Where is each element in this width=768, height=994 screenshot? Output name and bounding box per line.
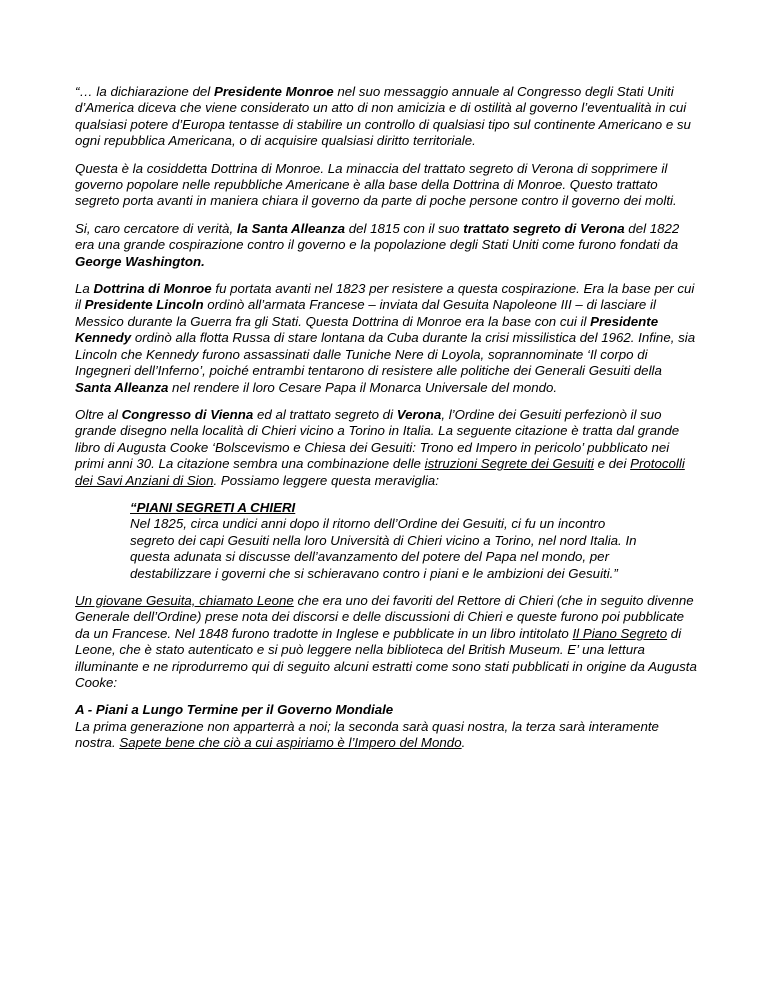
section-heading: A - Piani a Lungo Termine per il Governo Mondiale [75,702,394,718]
text-run: del 1822 era una grande cospirazione contro il governo e la popolazione degli Stati Uniti come furono fondati da [75,220,680,253]
text-run: del 1815 con il suo [345,220,464,236]
quote-heading: “PIANI SEGRETI A CHIERI [130,499,296,515]
text-run: Questa è la cosiddetta Dottrina di Monroe. La minaccia del trattato segreto di Verona di sopprimere il governo popolare nelle repubbliche Americane è alla base della Dottrina di Monroe. Questo trattato segreto porta avanti in maniera chiara il governo da parte di poche persone contro il governo dei molti. [75,160,677,209]
paragraph-santa-alleanza [75,221,699,270]
text-run: che era uno dei favoriti del Rettore di Chieri (che in seguito divenne Generale dell’Ordine) prese nota dei discorsi e delle discussioni di Chieri e queste furono poi pubblicate da un Francese. Nel 1848 furono tradotte in Inglese e pubblicate in un libro intitolato [75,592,694,641]
text-run: nel rendere il loro Cesare Papa il Monarca Universale del mondo. [168,379,558,395]
text-run: , l’Ordine dei Gesuiti perfezionò il suo grande disegno nella località di Chieri vicino a Torino in Italia. La seguente citazione è tratta dal grande libro di Augusta Cooke ‘Bolscevismo e Chiesa dei Gesuiti: Trono ed Impero in pericolo’ pubblicato nei primi anni 30. La citazione sembra una combinazione delle [75,406,680,472]
text-run: ed al trattato segreto di [253,406,397,422]
block-quote-piani-segreti [130,500,650,582]
bold-text-santa-alleanza: Santa Alleanza [75,379,169,395]
bold-text-congresso-vienna: Congresso di Vienna [121,406,254,422]
paragraph-dottrina-monroe [75,161,699,210]
underlined-text-impero-del-mondo: Sapete bene che ciò a cui aspiriamo è l’Impero del Mondo [119,735,462,751]
text-run: . Possiamo leggere questa meraviglia: [213,472,439,488]
text-run: di Leone, che è stato autenticato e si può leggere nella biblioteca del British Museum. E’ una lettura illuminante e ne riprodurremo qui di seguito alcuni estratti come sono stati pubblicati in origine da Augusta Cooke: [75,625,697,690]
document-page [75,84,699,763]
bold-text-dottrina-monroe: Dottrina di Monroe [93,281,212,297]
underlined-text-protocolli: Protocolli dei Savi Anziani di Sion [75,456,685,488]
paragraph-chieri [75,407,699,489]
paragraph-monroe-declaration [75,84,699,150]
bold-text-george-washington: George Washington. [75,253,205,269]
text-run: fu portata avanti nel 1823 per resistere a questa cospirazione. Era la base per cui il [75,281,695,313]
paragraph-leone [75,593,699,691]
text-run: e dei [593,456,631,472]
bold-text-presidente-monroe: Presidente Monroe [213,84,334,99]
bold-text-presidente-lincoln: Presidente Lincoln [84,297,204,313]
text-run: Oltre al [75,406,122,422]
paragraph-lincoln-kennedy [75,281,699,396]
bold-text-presidente-kennedy: Presidente Kennedy [75,313,659,346]
text-run: . [461,735,466,751]
underlined-text-piano-segreto: Il Piano Segreto [572,625,668,641]
paragraph-section-a [75,702,699,751]
text-run: Si, caro cercatore di verità, [75,220,237,236]
bold-text-verona: Verona [396,406,442,422]
underlined-text-giovane-gesuita: Un giovane Gesuita, chiamato Leone [75,592,294,608]
text-run: “… la dichiarazione del [75,84,214,99]
text-run: nel suo messaggio annuale al Congresso degli Stati Uniti d’America diceva che viene considerato un atto di non amicizia e di ostilità al governo l’eventualità in cui qualsiasi potere d’Europa tentasse di stabilire un controllo di qualsiasi tipo sul continente Americano e su ogni repubblica Americana, o di acquisire qualsiasi diritto territoriale. [75,84,691,149]
text-run: ordinò all’armata Francese – inviata dal Gesuita Napoleone III – di lasciare il Messico durante la Guerra fra gli Stati. Questa Dottrina di Monroe era la base con cui il [75,297,656,329]
text-run: La [75,281,94,297]
bold-text-trattato-verona: trattato segreto di Verona [463,220,625,236]
bold-text-santa-alleanza: la Santa Alleanza [236,220,345,236]
underlined-text-istruzioni-segrete: istruzioni Segrete dei Gesuiti [424,456,594,472]
text-run: La prima generazione non apparterrà a noi; la seconda sarà quasi nostra, la terza sarà interamente nostra. [75,718,659,751]
text-run: ordinò alla flotta Russa di stare lontana da Cuba durante la crisi missilistica del 1962. Infine, sia Lincoln che Kennedy furono assassinati dalle Tuniche Nere di Loyola, soprannominate ‘Il corpo di Ingegneri dell’Inferno’, poiché entrambi tentarono di resistere alle politiche dei Generali Gesuiti della [75,330,696,379]
quote-text: Nel 1825, circa undici anni dopo il ritorno dell’Ordine dei Gesuiti, ci fu un incontro segreto dei capi Gesuiti nella loro Università di Chieri vicino a Torino, nel nord Italia. In questa adunata si discusse dell’avanzamento del potere del Papa nel mondo, per destabilizzare i governi che si schieravano contro i piani e le ambizioni dei Gesuiti.” [130,516,637,581]
